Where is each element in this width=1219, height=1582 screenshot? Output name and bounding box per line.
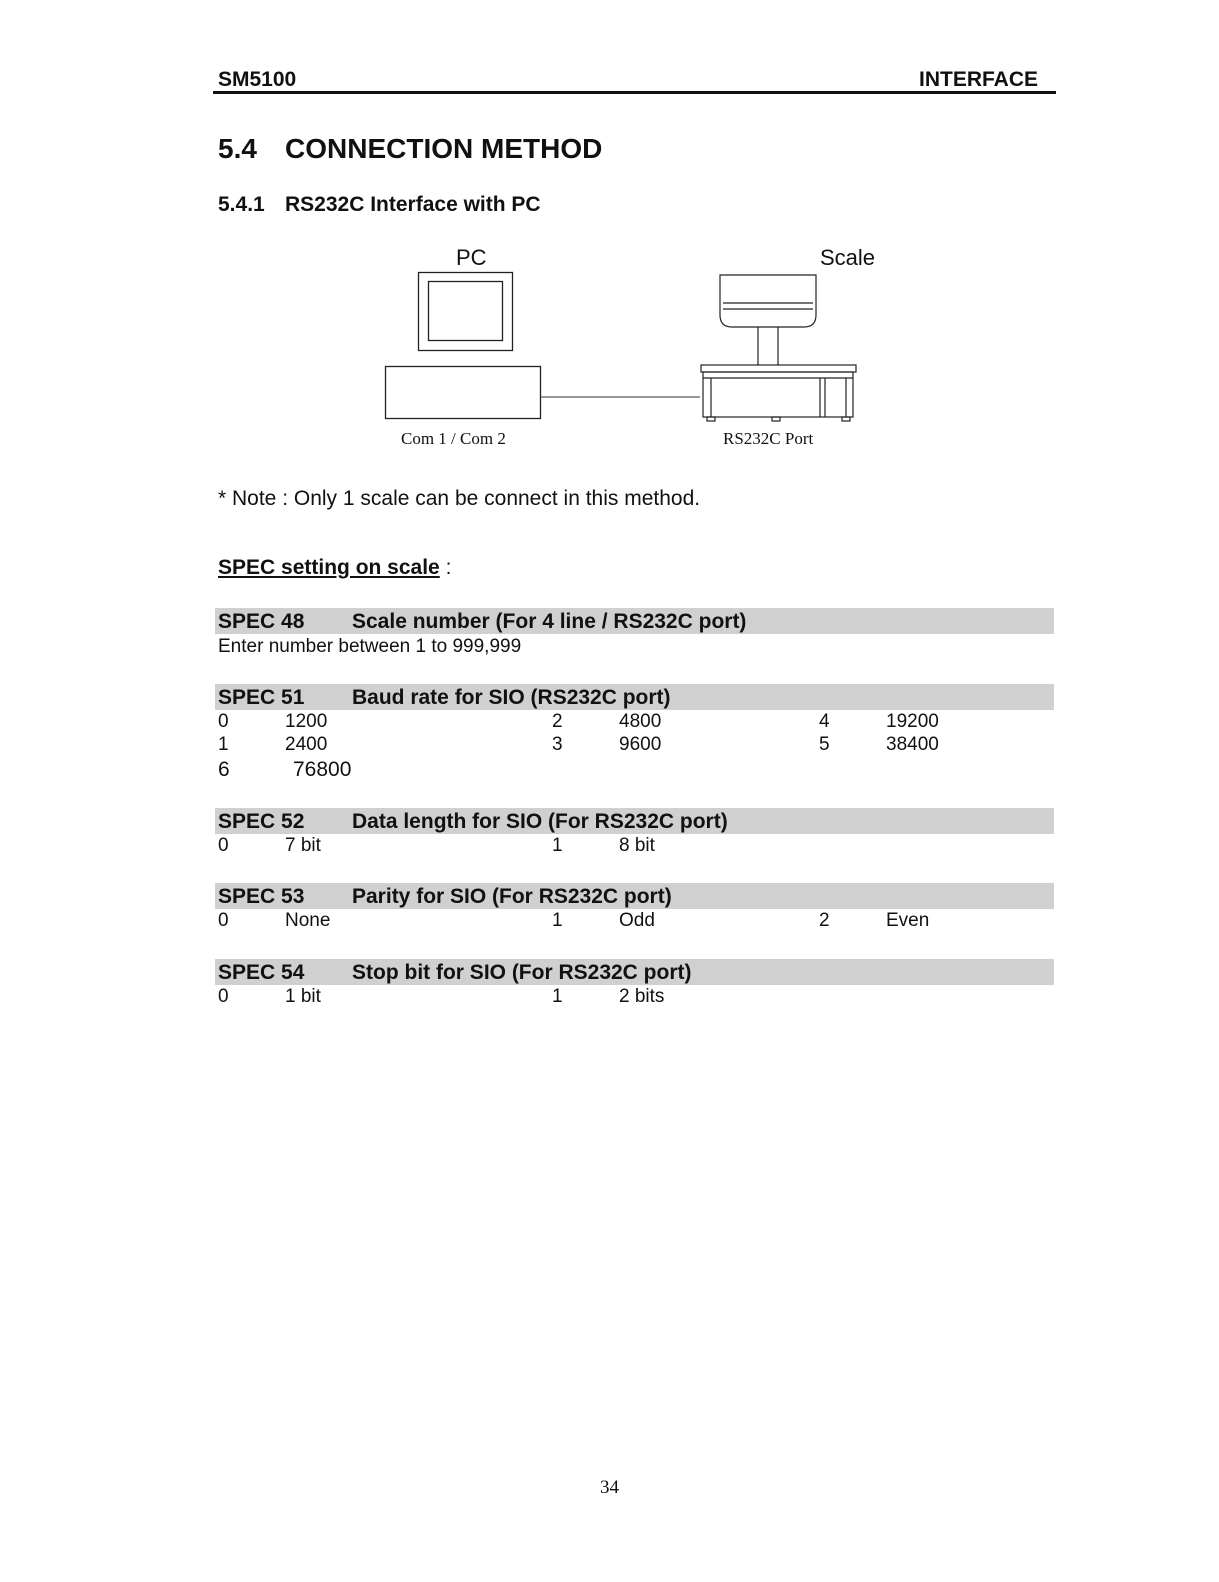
- section-title: CONNECTION METHOD: [285, 133, 603, 164]
- option-value: 9600: [619, 734, 662, 755]
- spec-setting-title: SPEC setting on scale: [218, 556, 440, 579]
- option-code: 1: [218, 734, 229, 755]
- spec-54-header: [215, 959, 1054, 985]
- subsection-title: RS232C Interface with PC: [285, 193, 541, 216]
- spec-52-header: [215, 808, 1054, 834]
- option-value: 2400: [285, 734, 328, 755]
- option-code: 1: [552, 835, 563, 856]
- header-right: INTERFACE: [919, 68, 1039, 91]
- option-code: 6: [218, 758, 230, 781]
- option-value: 1 bit: [285, 986, 321, 1007]
- spec-title: Data length for SIO (For RS232C port): [352, 810, 728, 833]
- spec-48-header: [215, 608, 1054, 634]
- spec-48-description: Enter number between 1 to 999,999: [218, 636, 522, 657]
- scale-label: Scale: [820, 245, 876, 270]
- option-code: 0: [218, 986, 229, 1007]
- option-code: 0: [218, 835, 229, 856]
- spec-53-header: [215, 883, 1054, 909]
- option-code: 4: [819, 711, 830, 732]
- option-code: 1: [552, 986, 563, 1007]
- pc-port-label: Com 1 / Com 2: [401, 429, 506, 448]
- option-value: 2 bits: [619, 986, 665, 1007]
- connection-diagram: [380, 265, 870, 430]
- option-code: 1: [552, 910, 563, 931]
- option-value: 4800: [619, 711, 662, 732]
- option-value: 76800: [293, 758, 352, 781]
- header-left: SM5100: [218, 68, 297, 91]
- option-code: 3: [552, 734, 563, 755]
- pc-label: PC: [456, 245, 487, 270]
- scale-port-label: RS232C Port: [723, 429, 814, 448]
- scale-icon: [701, 275, 856, 421]
- subsection-number: 5.4.1: [218, 193, 265, 216]
- spec-title: Stop bit for SIO (For RS232C port): [352, 961, 692, 984]
- spec-title: Baud rate for SIO (RS232C port): [352, 686, 671, 709]
- option-code: 2: [819, 910, 830, 931]
- header-rule: [213, 91, 1056, 94]
- option-value: 1200: [285, 711, 328, 732]
- option-code: 2: [552, 711, 563, 732]
- option-code: 0: [218, 711, 229, 732]
- option-value: 19200: [886, 711, 939, 732]
- option-value: 7 bit: [285, 835, 321, 856]
- spec-id: SPEC 48: [218, 610, 305, 633]
- option-value: 38400: [886, 734, 939, 755]
- pc-base-icon: [386, 367, 541, 419]
- spec-title: Scale number (For 4 line / RS232C port): [352, 610, 747, 633]
- section-heading: [218, 133, 602, 165]
- page-number: 34: [600, 1477, 619, 1498]
- spec-51-header: [215, 684, 1054, 710]
- option-value: Even: [886, 910, 930, 931]
- note-text: * Note : Only 1 scale can be connect in this method.: [218, 487, 701, 510]
- spec-setting-suffix: :: [439, 556, 452, 579]
- spec-id: SPEC 51: [218, 686, 305, 709]
- spec-id: SPEC 54: [218, 961, 305, 984]
- pc-monitor-icon: [419, 273, 513, 351]
- section-number: 5.4: [218, 133, 257, 164]
- option-value: None: [285, 910, 331, 931]
- option-value: Odd: [619, 910, 655, 931]
- option-code: 0: [218, 910, 229, 931]
- spec-id: SPEC 52: [218, 810, 305, 833]
- option-code: 5: [819, 734, 830, 755]
- spec-id: SPEC 53: [218, 885, 305, 908]
- subsection-heading: [218, 193, 541, 217]
- option-value: 8 bit: [619, 835, 655, 856]
- spec-setting-heading: [218, 556, 451, 580]
- spec-title: Parity for SIO (For RS232C port): [352, 885, 672, 908]
